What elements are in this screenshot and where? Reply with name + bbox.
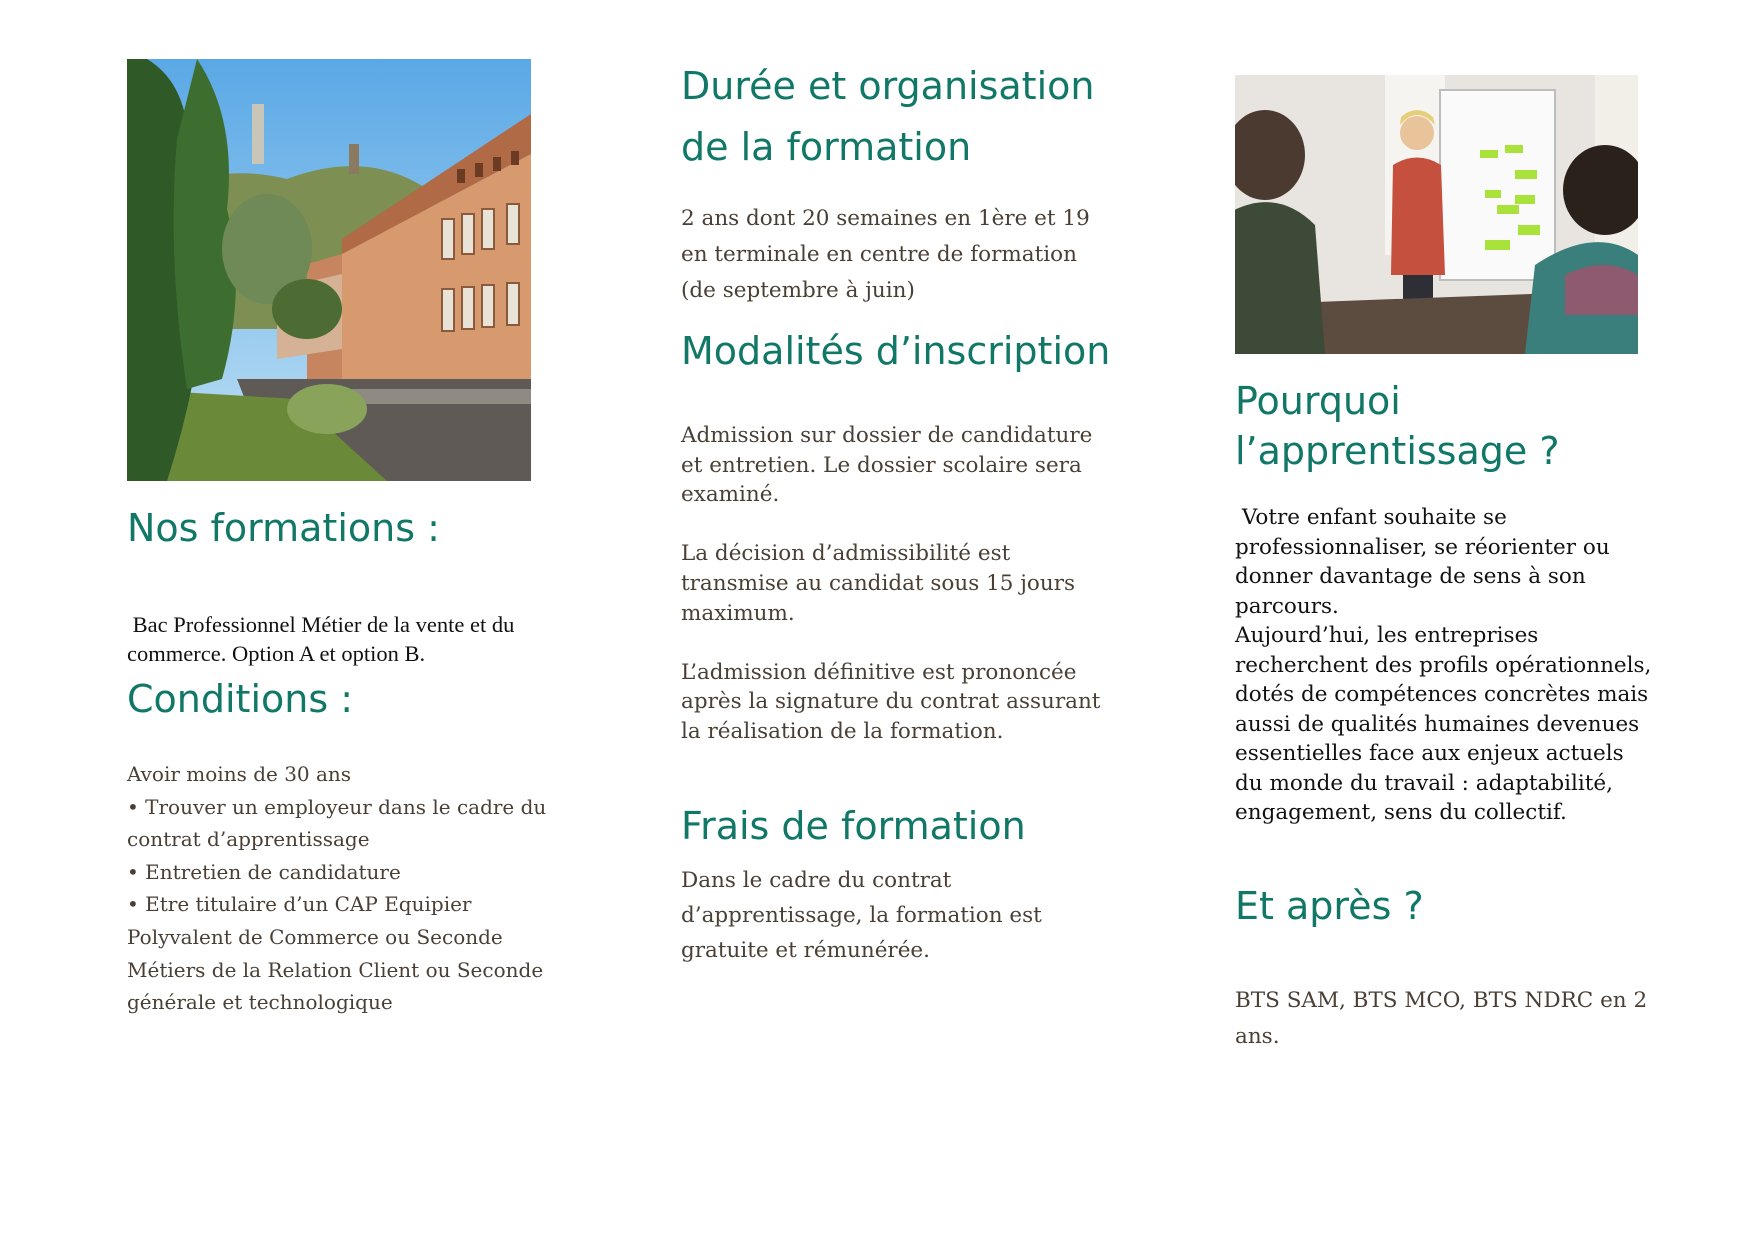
pourquoi-paragraph: Votre enfant souhaite se professionnaliser, se réorienter ou donner davantage de sens à son parcours.: [1235, 505, 1617, 619]
conditions-list: [127, 758, 547, 1019]
modalites-paragraph: La décision d’admissibilité est transmise au candidat sous 15 jours maximum.: [681, 541, 1076, 626]
building-photo: [127, 59, 531, 481]
condition-item: Avoir moins de 30 ans: [127, 762, 352, 786]
modalites-paragraph: L’admission définitive est prononcée après la signature du contrat assurant la réalisation de la formation.: [681, 659, 1101, 744]
pourquoi-text: [1235, 503, 1655, 828]
modalites-text: [681, 421, 1101, 747]
meeting-photo: [1235, 75, 1638, 354]
conditions-heading: Conditions :: [127, 677, 354, 721]
frais-text: Dans le cadre du contrat d’apprentissage, la formation est gratuite et rémunérée.: [681, 868, 1042, 963]
modalites-heading: Modalités d’inscription: [681, 329, 1111, 373]
duree-heading: Durée et organisation de la formation: [681, 64, 1095, 169]
modalites-paragraph: Admission sur dossier de candidature et entretien. Le dossier scolaire sera examiné.: [681, 423, 1093, 508]
formations-text: Bac Professionnel Métier de la vente et du commerce. Option A et option B.: [127, 611, 521, 666]
pourquoi-heading: Pourquoi l’apprentissage ?: [1235, 379, 1560, 473]
formations-heading: Nos formations :: [127, 506, 440, 550]
duree-text: 2 ans dont 20 semaines en 1ère et 19 en terminale en centre de formation (de septembre à juin): [681, 206, 1090, 303]
condition-item: • Entretien de candidature: [127, 859, 401, 884]
apres-heading: Et après ?: [1235, 884, 1424, 928]
apres-text: BTS SAM, BTS MCO, BTS NDRC en 2 ans.: [1235, 988, 1648, 1049]
pourquoi-paragraph: Aujourd’hui, les entreprises recherchent des profils opérationnels, dotés de compétences concrètes mais aussi de qualités humaines devenues essentielles face aux enjeux actuels du monde du travail : adaptabilité, engagement, sens du collectif.: [1235, 623, 1652, 825]
condition-item: • Trouver un employeur dans le cadre du contrat d’apprentissage: [127, 794, 547, 852]
condition-item: • Etre titulaire d’un CAP Equipier Polyvalent de Commerce ou Seconde Métiers de la Relation Client ou Seconde générale et technologique: [127, 892, 544, 1015]
frais-heading: Frais de formation: [681, 804, 1026, 848]
